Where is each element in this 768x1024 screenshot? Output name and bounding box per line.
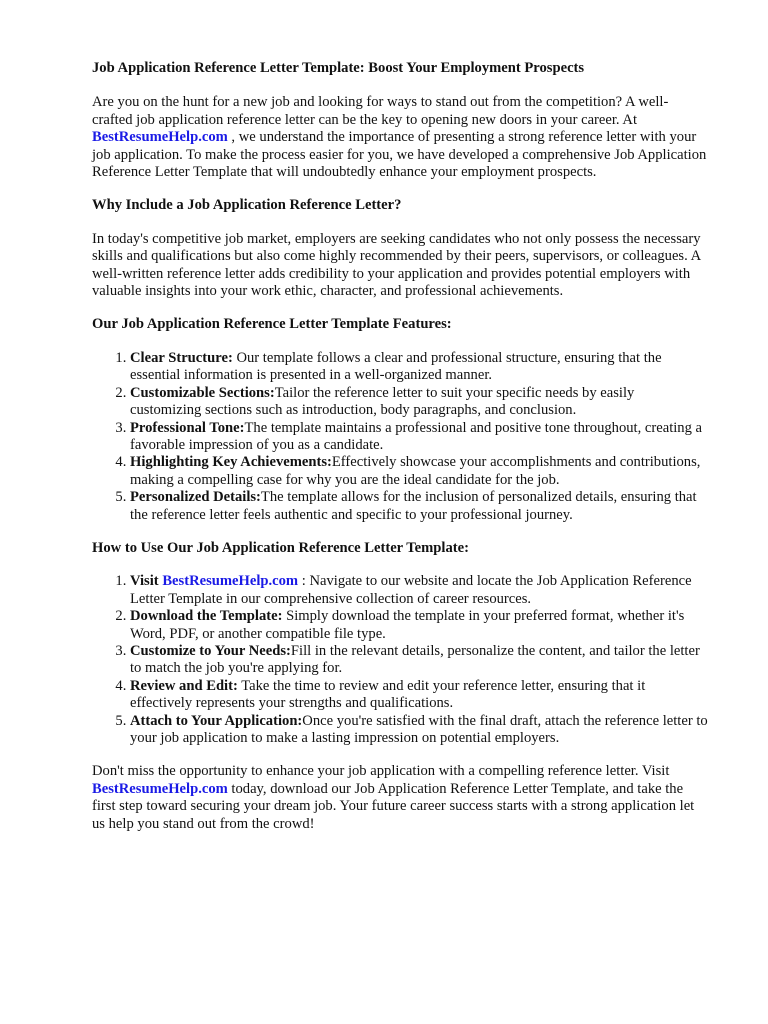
bestresumehelp-link-closing[interactable]: BestResumeHelp.com: [92, 780, 228, 797]
feature-text: Tailor the reference letter to suit your specific needs by easily customizing sections such as introduction, body paragraphs, and conclusion.: [130, 384, 635, 419]
closing-text-1: Don't miss the opportunity to enhance your job application with a compelling reference letter. Visit: [92, 763, 670, 780]
bestresumehelp-link-step[interactable]: BestResumeHelp.com: [162, 573, 299, 590]
howto-heading: How to Use Our Job Application Reference Letter Template:: [92, 539, 469, 556]
closing-paragraph: [92, 763, 708, 833]
list-item: [130, 420, 708, 455]
why-paragraph: In today's competitive job market, employers are seeking candidates who not only possess the necessary skills and qualifications but also come highly recommended by their peers, supervisors, or colleagues. A well-written reference letter adds credibility to your application and provides potential employers with valuable insights into your work ethic, character, and professional achievements.: [92, 230, 701, 300]
feature-term: Personalized Details:: [130, 489, 261, 506]
step-text: Simply download the template in your preferred format, whether it's Word, PDF, or another compatible file type.: [130, 608, 685, 642]
list-item: [130, 454, 708, 489]
feature-term: Highlighting Key Achievements:: [130, 454, 332, 471]
feature-text: The template maintains a professional and positive tone throughout, creating a favorable impression of you as a candidate.: [130, 419, 703, 453]
features-heading: Our Job Application Reference Letter Template Features:: [92, 316, 452, 333]
list-item: [130, 573, 708, 608]
list-item: [130, 350, 708, 385]
list-item: [130, 713, 708, 748]
features-list: [92, 350, 708, 524]
step-term: Download the Template:: [130, 608, 283, 625]
step-text: Fill in the relevant details, personalize the content, and tailor the letter to match the job you're applying for.: [130, 642, 700, 677]
intro-paragraph: [92, 94, 708, 181]
feature-text: The template allows for the inclusion of personalized details, ensuring that the reference letter feels authentic and specific to your professional journey.: [130, 489, 697, 523]
step-term: Review and Edit:: [130, 677, 238, 694]
step-text: : Navigate to our website and locate the Job Application Reference Letter Template in our comprehensive collection of career resources.: [130, 573, 692, 607]
list-item: [130, 643, 708, 678]
step-term: Attach to Your Application:: [130, 712, 303, 729]
step-text: Take the time to review and edit your reference letter, ensuring that it effectively represents your strengths and qualifications.: [130, 677, 646, 712]
document-title: Job Application Reference Letter Template: Boost Your Employment Prospects: [92, 60, 585, 76]
why-heading: Why Include a Job Application Reference Letter?: [92, 197, 402, 214]
list-item: [130, 385, 708, 420]
howto-list: [92, 573, 708, 747]
feature-text: Our template follows a clear and professional structure, ensuring that the essential information is presented in a well-organized manner.: [130, 349, 662, 384]
bestresumehelp-link-intro[interactable]: BestResumeHelp.com: [92, 129, 228, 146]
feature-term: Clear Structure:: [130, 349, 233, 366]
list-item: [130, 678, 708, 713]
closing-text-2: today, download our Job Application Reference Letter Template, and take the first step toward securing your dream job. Your future career success starts with a strong application let us help you stand out from the crowd!: [92, 780, 695, 832]
feature-text: Effectively showcase your accomplishments and contributions, making a compelling case for why you are the ideal candidate for the job.: [130, 454, 701, 488]
list-item: [130, 489, 708, 524]
feature-term: Customizable Sections:: [130, 384, 275, 401]
list-item: [130, 608, 708, 643]
step-text: Once you're satisfied with the final draft, attach the reference letter to your job application to make a lasting impression on potential employers.: [130, 712, 708, 746]
intro-text-1: Are you on the hunt for a new job and looking for ways to stand out from the competition? A well-crafted job application reference letter can be the key to opening new doors in your career. At: [92, 94, 669, 128]
step-term: Visit: [130, 573, 159, 590]
feature-term: Professional Tone:: [130, 419, 245, 436]
document-page: [92, 60, 708, 833]
intro-text-2: , we understand the importance of presenting a strong reference letter with your job application. To make the process easier for you, we have developed a comprehensive Job Application Reference Letter Template that will undoubtedly enhance your employment prospects.: [92, 129, 707, 181]
step-term: Customize to Your Needs:: [130, 642, 291, 659]
